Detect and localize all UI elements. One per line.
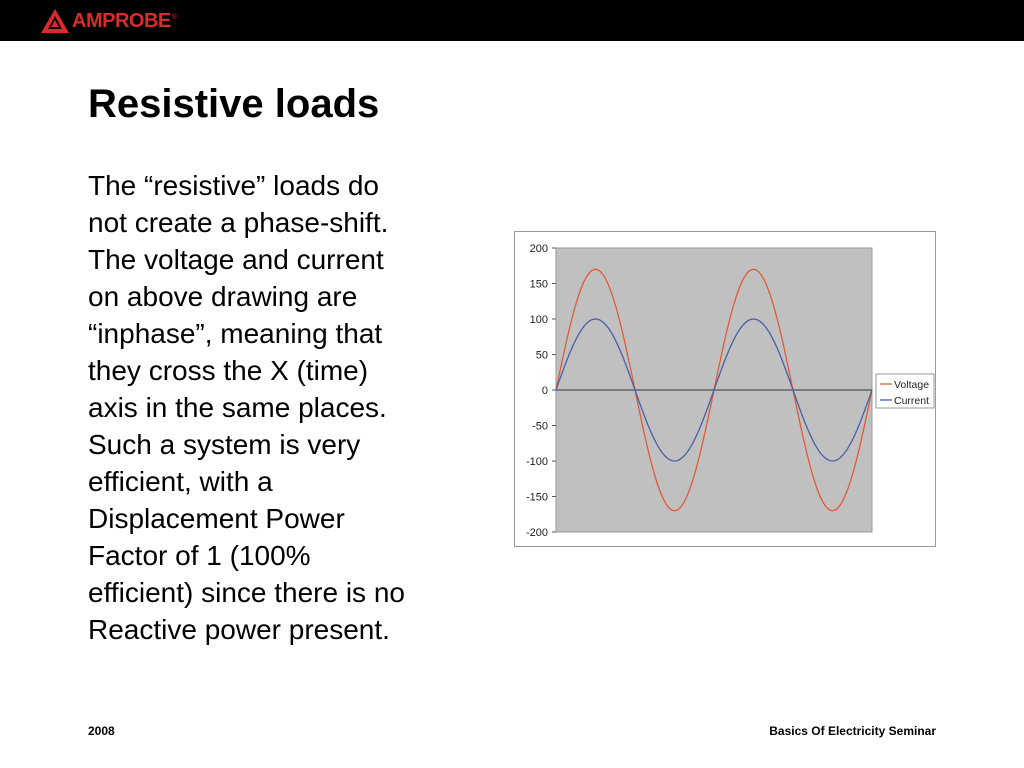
header-bar bbox=[0, 0, 1024, 41]
body-line: efficient) since there is no bbox=[88, 577, 405, 608]
y-tick-label: -150 bbox=[525, 491, 548, 504]
warning-triangle-icon bbox=[40, 8, 70, 34]
slide-body-text bbox=[88, 167, 488, 648]
y-tick-label: 150 bbox=[529, 278, 548, 291]
waveform-chart bbox=[514, 231, 936, 547]
footer-seminar-title: Basics Of Electricity Seminar bbox=[769, 724, 936, 738]
y-tick-label: -100 bbox=[525, 456, 548, 468]
footer-year: 2008 bbox=[88, 724, 115, 738]
body-line: axis in the same places. bbox=[88, 392, 387, 423]
logo-text: AMPROBE bbox=[72, 10, 171, 32]
body-line: The voltage and current bbox=[88, 244, 384, 275]
y-tick-label: 200 bbox=[529, 243, 548, 255]
body-line: they cross the X (time) bbox=[88, 355, 369, 386]
body-line: Displacement Power bbox=[88, 503, 345, 534]
body-line: Such a system is very bbox=[88, 429, 361, 460]
logo-trademark: ® bbox=[171, 13, 177, 21]
legend-label: Voltage bbox=[894, 379, 930, 391]
y-tick-label: 100 bbox=[529, 314, 548, 326]
body-line: “inphase”, meaning that bbox=[88, 318, 383, 349]
legend-label: Current bbox=[894, 395, 930, 407]
body-line: not create a phase-shift. bbox=[88, 207, 389, 238]
amprobe-logo bbox=[40, 8, 177, 34]
body-line: on above drawing are bbox=[88, 281, 358, 312]
y-tick-label: 50 bbox=[535, 349, 548, 362]
slide-title: Resistive loads bbox=[88, 82, 380, 126]
waveform-chart-svg bbox=[515, 232, 935, 546]
y-tick-label: -200 bbox=[525, 527, 548, 539]
body-line: Factor of 1 (100% bbox=[88, 540, 311, 571]
y-tick-label: 0 bbox=[541, 385, 548, 397]
body-line: Reactive power present. bbox=[88, 614, 390, 645]
body-line: efficient, with a bbox=[88, 466, 273, 497]
y-tick-label: -50 bbox=[532, 420, 548, 433]
body-line: The “resistive” loads do bbox=[88, 170, 380, 201]
